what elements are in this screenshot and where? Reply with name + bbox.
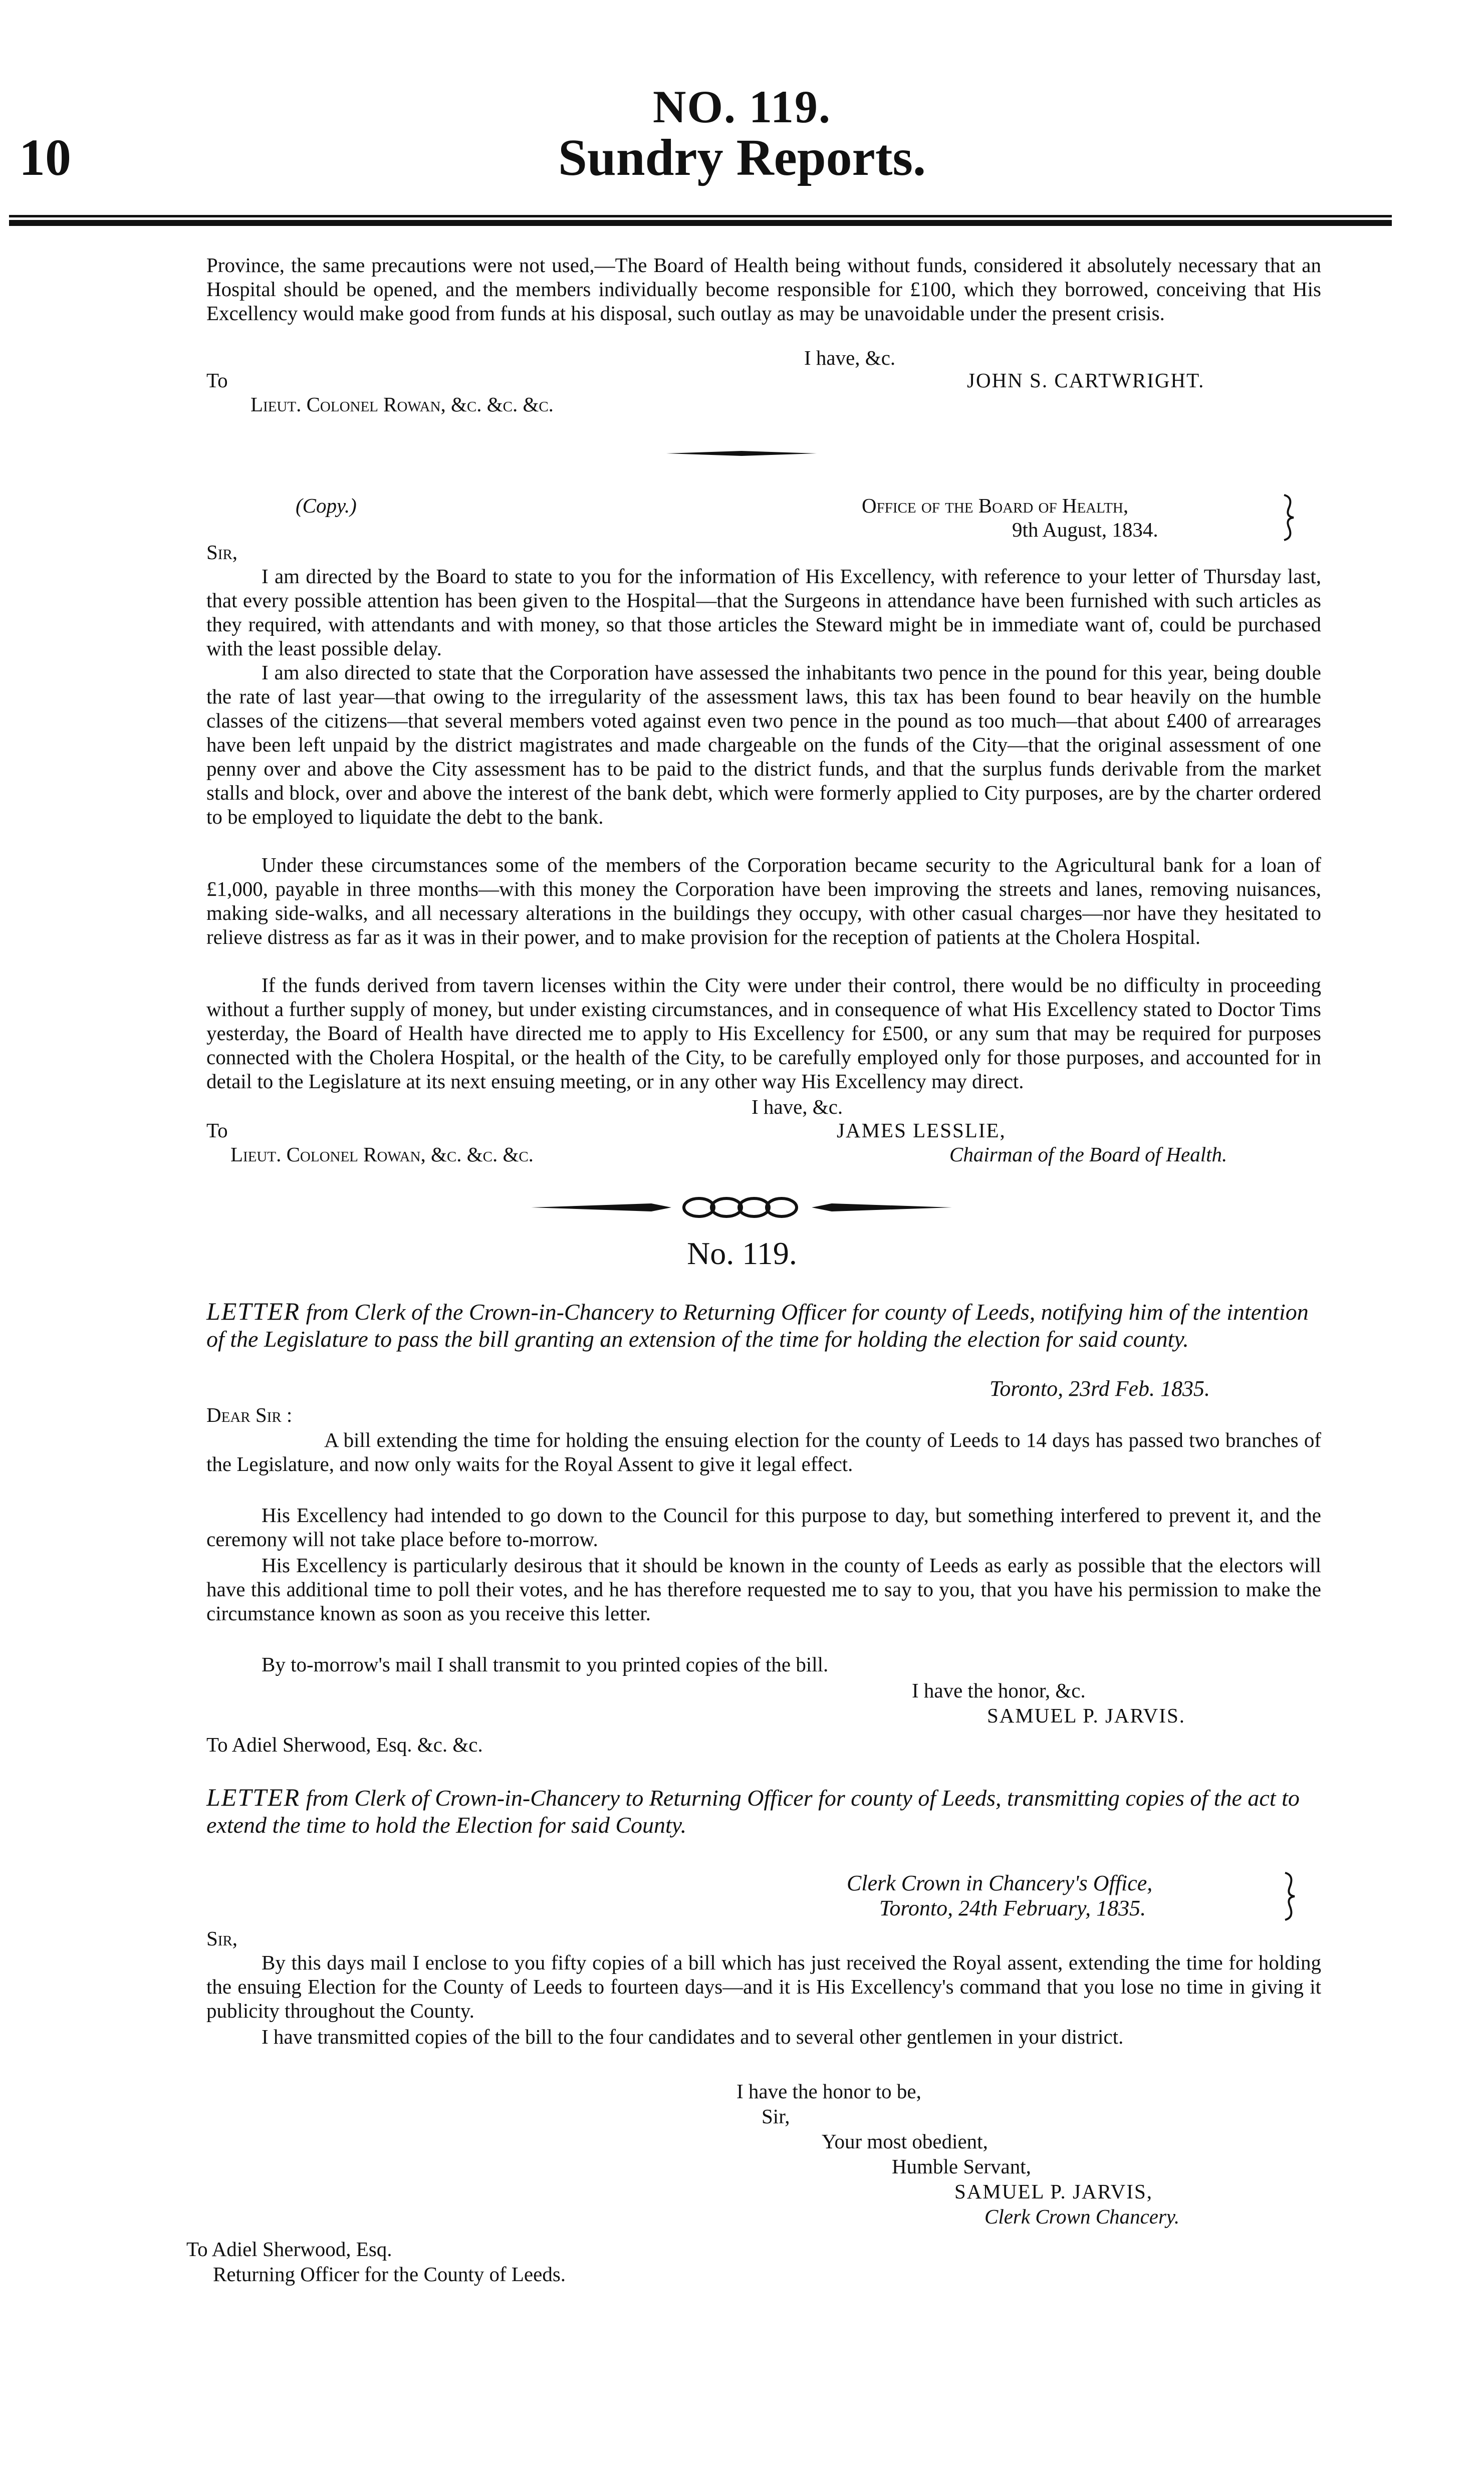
letter4-addressee-2: Returning Officer for the County of Leeds.	[213, 2263, 566, 2286]
letter4-heading-lead: LETTER	[206, 1783, 301, 1811]
letter4-office: Clerk Crown in Chancery's Office,	[847, 1871, 1153, 1895]
letter4-salutation: Sir,	[206, 1927, 238, 1950]
letter2-addressee: Lieut. Colonel Rowan, &c. &c. &c.	[230, 1143, 534, 1166]
letter1-signature: JOHN S. CARTWRIGHT.	[967, 369, 1205, 392]
brace-icon	[1283, 1871, 1298, 1921]
letter2-signature-title: Chairman of the Board of Health.	[949, 1143, 1227, 1166]
letter1-closing: I have, &c.	[804, 346, 896, 369]
letter4-date: Toronto, 24th February, 1835.	[879, 1896, 1146, 1920]
letter4-heading-text: from Clerk of Crown-in-Chancery to Returning Officer for county of Leeds, transmitting copies of the act to extend the time to hold the Election for said County.	[206, 1785, 1300, 1838]
letter4-signature-title: Clerk Crown Chancery.	[984, 2205, 1180, 2228]
letter4-closing-2: Sir,	[762, 2105, 790, 2128]
letter2-paragraph: I am directed by the Board to state to you for the information of His Excellency, with reference to your letter of Thursday last, that every possible attention has been given to the Hospital—that the Surgeons in attendance have been furnished with such articles as they required, with attendants and with money, so that those articles the Steward might be in immediate want of, could be purchased with the least possible delay.	[206, 565, 1321, 660]
letter4-paragraph: By this days mail I enclose to you fifty copies of a bill which has just received the Royal assent, extending the time for holding the ensuing Election for the County of Leeds to fourteen days—and it is His Excellency's command that you lose no time in giving it publicity throughout the County.	[206, 1951, 1321, 2022]
letter2-signature: JAMES LESSLIE,	[837, 1119, 1006, 1142]
divider-ornament	[666, 448, 817, 458]
ornamental-divider	[0, 1192, 1484, 1222]
letter4-closing-3: Your most obedient,	[822, 2130, 988, 2153]
letter4-paragraph: I have transmitted copies of the bill to the four candidates and to several other gentlemen in your district.	[262, 2025, 1124, 2048]
letter1-to: To	[206, 369, 228, 392]
letter2-closing: I have, &c.	[752, 1095, 843, 1118]
letter3-heading	[206, 1298, 1321, 1353]
letter1-body: Province, the same precautions were not used,—The Board of Health being without funds, considered it absolutely necessary that an Hospital should be opened, and the members individually become responsible for £100, which they borrowed, conceiving that His Excellency would make good from funds at his disposal, such outlay as may be unavoidable under the present crisis.	[206, 254, 1321, 325]
letter3-paragraph: His Excellency is particularly desirous that it should be known in the county of Leeds as early as possible that the electors will have this additional time to poll their votes, and he has therefore requested me to say to you, that you have his permission to make the circumstance known as soon as you receive this letter.	[206, 1554, 1321, 1625]
letter4-addressee-1: To Adiel Sherwood, Esq.	[186, 2238, 392, 2261]
header-number: NO. 119.	[653, 81, 831, 132]
copy-label: (Copy.)	[296, 494, 357, 517]
section-heading: No. 119.	[687, 1236, 797, 1271]
letter3-salutation: Dear Sir :	[206, 1403, 293, 1426]
letter3-paragraph: His Excellency had intended to go down to the Council for this purpose to day, but something interfered to prevent it, and the ceremony will not take place before to-morrow.	[206, 1504, 1321, 1551]
letter3-paragraph: A bill extending the time for holding the ensuing election for the county of Leeds to 14 days has passed two branches of the Legislature, and now only waits for the Royal Assent to give it legal effect.	[206, 1428, 1321, 1475]
letter1-addressee: Lieut. Colonel Rowan, &c. &c. &c.	[251, 393, 554, 416]
letter4-closing-1: I have the honor to be,	[736, 2080, 921, 2103]
letter2-date: 9th August, 1834.	[1012, 518, 1158, 541]
letter4-signature: SAMUEL P. JARVIS,	[954, 2180, 1153, 2203]
brace-icon	[1282, 493, 1297, 542]
page-title: Sundry Reports.	[558, 129, 926, 186]
letter3-closing: I have the honor, &c.	[912, 1679, 1086, 1702]
letter2-paragraph: Under these circumstances some of the members of the Corporation became security to the Agricultural bank for a loan of £1,000, payable in three months—with this money the Corporation have been improving the streets and lanes, removing nuisances, making side-walks, and all necessary alterations in the buildings they occupy, with other casual charges—nor have they hesitated to relieve distress as far as it was in their power, and to make provision for the reception of patients at the Cholera Hospital.	[206, 853, 1321, 948]
letter4-heading	[206, 1784, 1321, 1839]
page-number: 10	[19, 129, 71, 186]
letter2-to: To	[206, 1119, 228, 1142]
letter3-heading-text: from Clerk of the Crown-in-Chancery to Returning Officer for county of Leeds, notifying him of the intention of the Legislature to pass the bill granting an extension of the time for holding the election for said county.	[206, 1299, 1309, 1352]
letter2-paragraph: I am also directed to state that the Corporation have assessed the inhabitants two pence in the pound for this year, being double the rate of last year—that owing to the irregularity of the assessment laws, this tax has been found to bear heavily on the humble classes of the citizens—that several members voted against even two pence in the pound as too much—that about £400 of arrearages have been left unpaid by the district magistrates and made chargeable on the funds of the City—that the original assessment of one penny over and above the City assessment has to be paid to the district funds, and that the surplus funds derivable from the market stalls and block, over and above the interest of the bank debt, which were formerly applied to City purposes, are by the charter ordered to be employed to liquidate the debt to the bank.	[206, 661, 1321, 828]
letter2-salutation: Sir,	[206, 541, 238, 564]
letter2-paragraph: If the funds derived from tavern licenses within the City were under their control, there would be no difficulty in proceeding without a further supply of money, but under existing circumstances, and in consequence of what His Excellency stated to Doctor Tims yesterday, the Board of Health have directed me to apply to His Excellency for £500, or any sum that may be required for purposes connected with the Cholera Hospital, or the health of the City, to be carefully employed only for those purposes, and accounted for in detail to the Legislature at its next ensuing meeting, or in any other way His Excellency may direct.	[206, 973, 1321, 1093]
letter4-closing-4: Humble Servant,	[892, 2155, 1031, 2178]
header-rule	[9, 213, 1392, 228]
letter3-signature: SAMUEL P. JARVIS.	[987, 1704, 1185, 1727]
letter2-office: Office of the Board of Health,	[862, 494, 1129, 517]
letter3-paragraph: By to-morrow's mail I shall transmit to you printed copies of the bill.	[262, 1653, 829, 1676]
letter3-date: Toronto, 23rd Feb. 1835.	[990, 1376, 1210, 1401]
letter3-addressee: To Adiel Sherwood, Esq. &c. &c.	[206, 1733, 483, 1756]
letter3-heading-lead: LETTER	[206, 1297, 301, 1325]
